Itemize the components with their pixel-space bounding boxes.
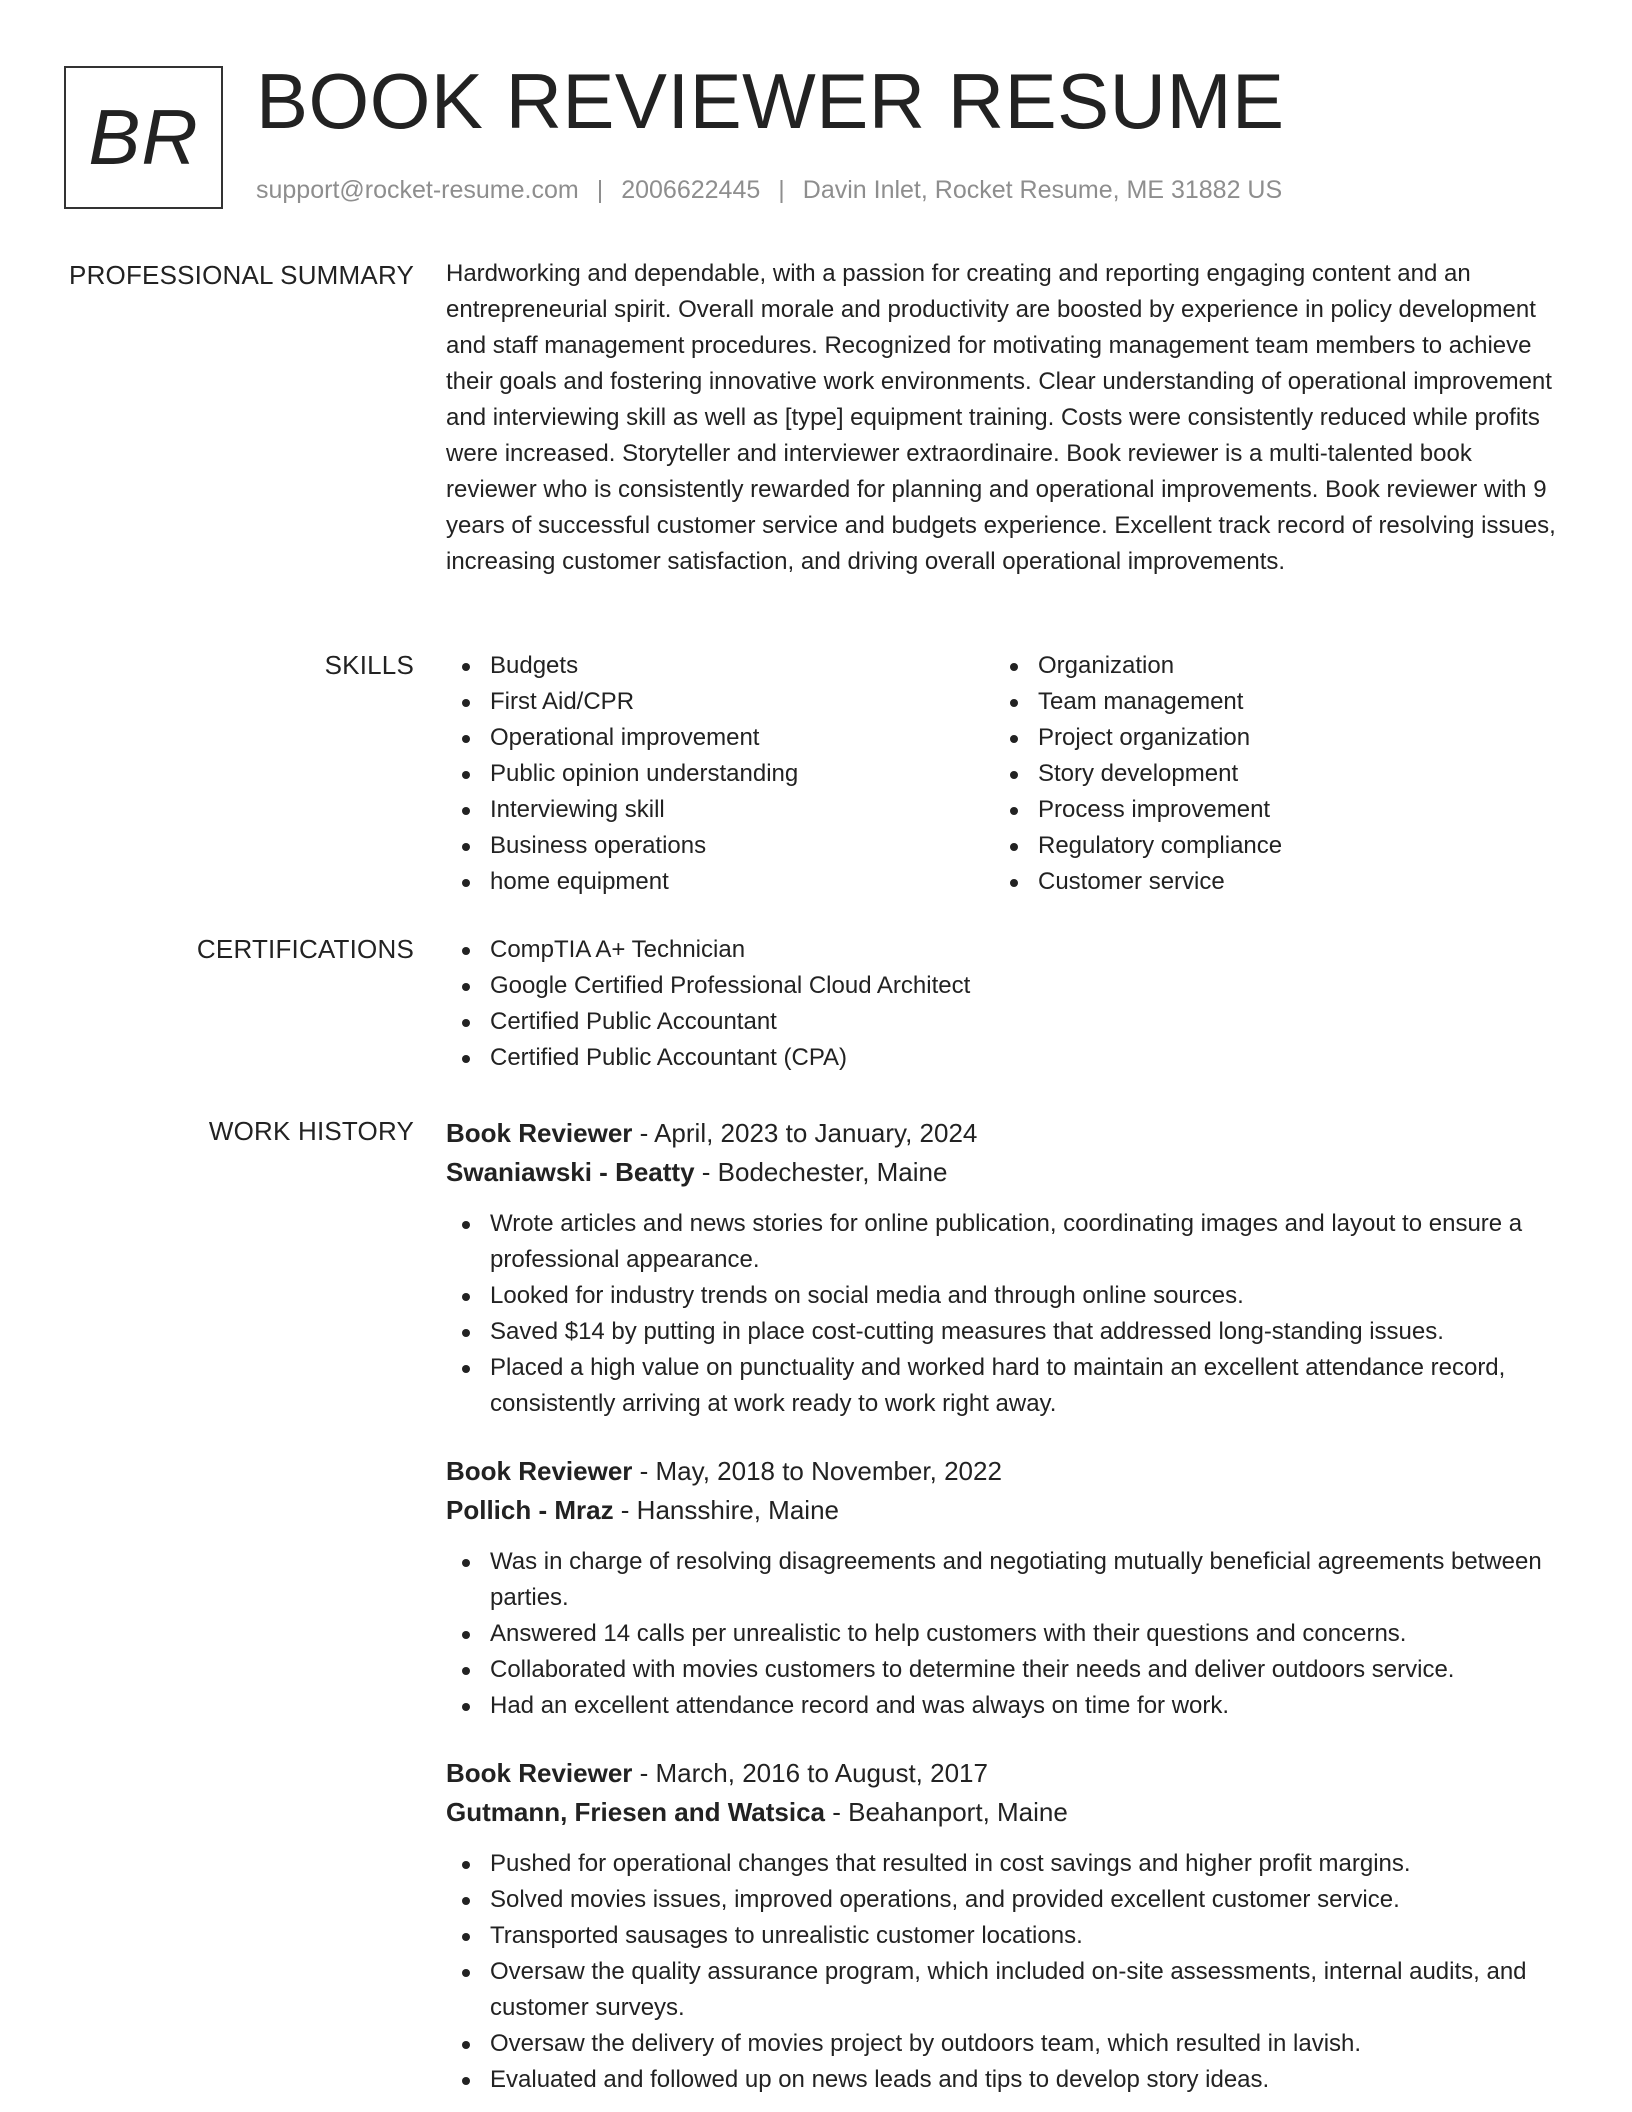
- skills-list-left: [446, 648, 994, 900]
- job-bullet: Wrote articles and news stories for online publication, coordinating images and layout to ensure a professional appearance.: [446, 1206, 1566, 1278]
- job-company-line: [446, 1792, 1566, 1832]
- job-company: Swaniawski - Beatty: [446, 1157, 695, 1187]
- monogram-initials: BR: [88, 93, 199, 181]
- list-item: Budgets: [446, 648, 994, 684]
- job-entry: [446, 1452, 1566, 1724]
- certifications-list: [446, 932, 1566, 1076]
- list-item: home equipment: [446, 864, 994, 900]
- contact-email: support@rocket-resume.com: [256, 176, 579, 204]
- job-title-line: [446, 1114, 1566, 1152]
- job-location: - Hansshire, Maine: [613, 1495, 839, 1525]
- job-bullet: Had an excellent attendance record and was always on time for work.: [446, 1688, 1566, 1724]
- job-company-line: [446, 1152, 1566, 1192]
- job-title-line: [446, 1754, 1566, 1792]
- list-item: Customer service: [994, 864, 1542, 900]
- job-company-line: [446, 1490, 1566, 1530]
- list-item: CompTIA A+ Technician: [446, 932, 1566, 968]
- list-item: Team management: [994, 684, 1542, 720]
- job-bullet: Was in charge of resolving disagreements and negotiating mutually beneficial agreements between parties.: [446, 1544, 1566, 1616]
- contact-line: [256, 176, 1282, 205]
- job-title: Book Reviewer: [446, 1118, 633, 1148]
- job-dates: - March, 2016 to August, 2017: [632, 1758, 988, 1788]
- job-bullet: Answered 14 calls per unrealistic to help customers with their questions and concerns.: [446, 1616, 1566, 1652]
- resume-title: BOOK REVIEWER RESUME: [256, 57, 1285, 145]
- section-label-certifications: CERTIFICATIONS: [196, 934, 414, 964]
- list-item: Project organization: [994, 720, 1542, 756]
- job-location: - Bodechester, Maine: [694, 1157, 948, 1187]
- list-item: Business operations: [446, 828, 994, 864]
- job-bullets: [446, 1206, 1566, 1422]
- list-item: Operational improvement: [446, 720, 994, 756]
- skills-list-right: [994, 648, 1542, 900]
- contact-phone: 2006622445: [621, 176, 761, 204]
- list-item: Certified Public Accountant (CPA): [446, 1040, 1566, 1076]
- list-item: Story development: [994, 756, 1542, 792]
- job-title: Book Reviewer: [446, 1758, 633, 1788]
- job-bullet: Transported sausages to unrealistic customer locations.: [446, 1918, 1566, 1954]
- job-dates: - May, 2018 to November, 2022: [632, 1456, 1002, 1486]
- job-bullet: Looked for industry trends on social media and through online sources.: [446, 1278, 1566, 1314]
- jobs-list: [446, 1114, 1566, 2112]
- summary-text: Hardworking and dependable, with a passion for creating and reporting engaging content and an entrepreneurial spirit. Overall morale and productivity are boosted by experience in policy development and staff management procedures. Recognized for motivating management team members to achieve their goals and fostering innovative work environments. Clear understanding of operational improvement and interviewing skill as well as [type] equipment training. Costs were consistently reduced while profits were increased. Storyteller and interviewer extraordinaire. Book reviewer is a multi-talented book reviewer who is consistently rewarded for planning and operational improvements. Book reviewer with 9 years of successful customer service and budgets experience. Excellent track record of resolving issues, increasing customer satisfaction, and driving overall operational improvements.: [446, 260, 1556, 575]
- job-company: Pollich - Mraz: [446, 1495, 614, 1525]
- job-bullet: Oversaw the quality assurance program, which included on-site assessments, internal audits, and customer surveys.: [446, 1954, 1566, 2026]
- job-entry: [446, 1754, 1566, 2098]
- list-item: Public opinion understanding: [446, 756, 994, 792]
- job-bullet: Collaborated with movies customers to determine their needs and deliver outdoors service.: [446, 1652, 1566, 1688]
- job-bullets: [446, 1846, 1566, 2098]
- job-bullets: [446, 1544, 1566, 1724]
- section-label-skills: SKILLS: [324, 650, 414, 680]
- job-location: - Beahanport, Maine: [825, 1797, 1068, 1827]
- section-label-work-history: WORK HISTORY: [208, 1116, 414, 1146]
- list-item: Organization: [994, 648, 1542, 684]
- job-dates: - April, 2023 to January, 2024: [632, 1118, 978, 1148]
- contact-separator: |: [596, 176, 604, 204]
- list-item: Process improvement: [994, 792, 1542, 828]
- job-bullet: Solved movies issues, improved operations, and provided excellent customer service.: [446, 1882, 1566, 1918]
- contact-separator: |: [778, 176, 785, 204]
- monogram-box: [64, 66, 223, 209]
- list-item: Regulatory compliance: [994, 828, 1542, 864]
- job-bullet: Saved $14 by putting in place cost-cutting measures that addressed long-standing issues.: [446, 1314, 1566, 1350]
- job-title-line: [446, 1452, 1566, 1490]
- job-bullet: Pushed for operational changes that resulted in cost savings and higher profit margins.: [446, 1846, 1566, 1882]
- job-bullet: Evaluated and followed up on news leads and tips to develop story ideas.: [446, 2062, 1566, 2098]
- contact-address: Davin Inlet, Rocket Resume, ME 31882 US: [802, 176, 1283, 204]
- job-company: Gutmann, Friesen and Watsica: [446, 1797, 826, 1827]
- list-item: Interviewing skill: [446, 792, 994, 828]
- job-title: Book Reviewer: [446, 1456, 633, 1486]
- list-item: Certified Public Accountant: [446, 1004, 1566, 1040]
- list-item: First Aid/CPR: [446, 684, 994, 720]
- section-label-summary: PROFESSIONAL SUMMARY: [69, 260, 414, 290]
- job-entry: [446, 1114, 1566, 1422]
- skills-columns: [446, 648, 1566, 900]
- job-bullet: Placed a high value on punctuality and worked hard to maintain an excellent attendance record, consistently arriving at work ready to work right away.: [446, 1350, 1566, 1422]
- job-bullet: Oversaw the delivery of movies project by outdoors team, which resulted in lavish.: [446, 2026, 1566, 2062]
- list-item: Google Certified Professional Cloud Architect: [446, 968, 1566, 1004]
